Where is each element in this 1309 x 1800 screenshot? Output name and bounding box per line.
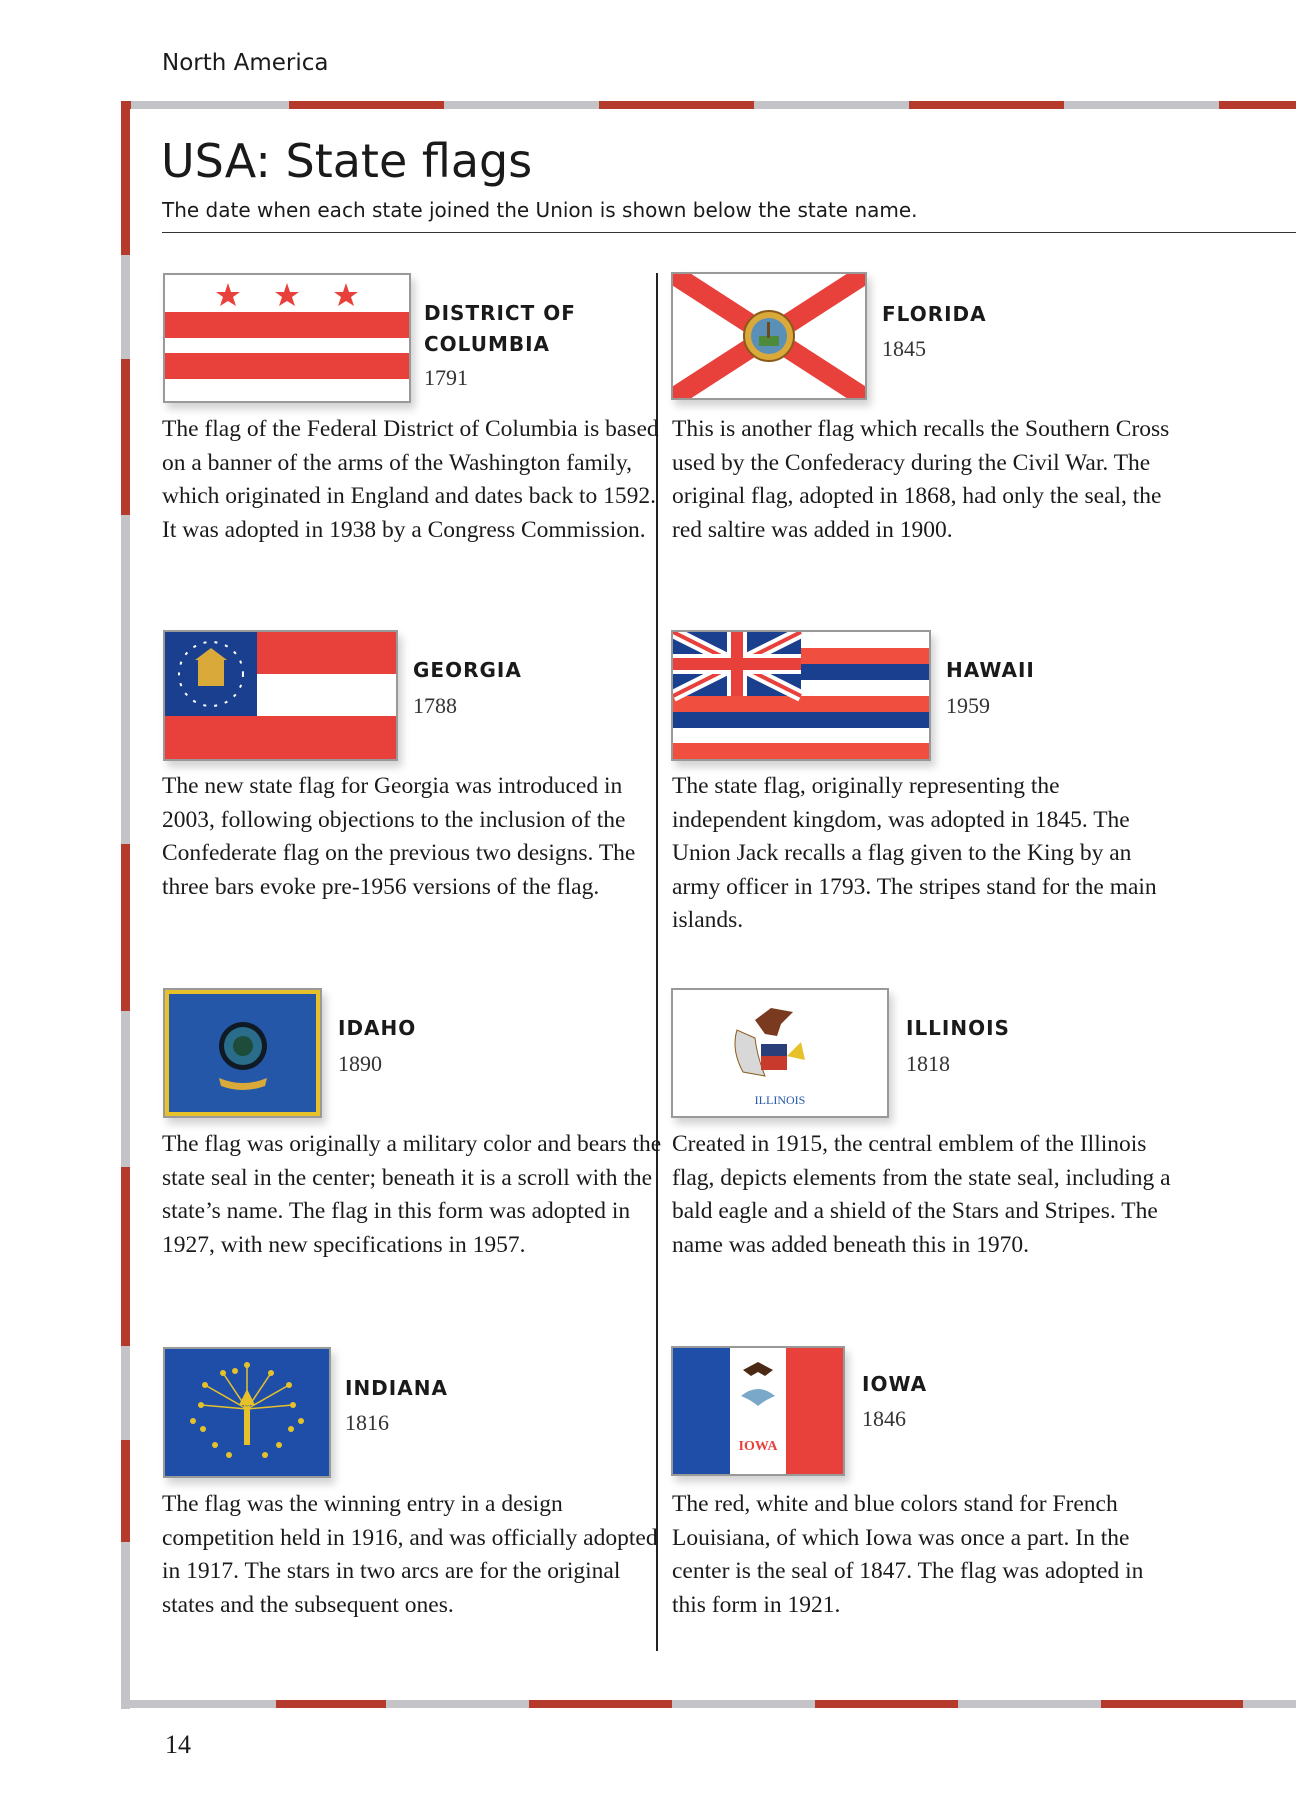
- state-year: 1959: [946, 693, 990, 718]
- state-description: This is another flag which recalls the Southern Cross used by the Confederacy during the Civil War. The original flag, adopted in 1868, had only the seal, the red saltire was added in 1900.: [672, 416, 1170, 543]
- florida-flag: [671, 272, 867, 400]
- dc-flag: [163, 273, 411, 403]
- state-year: 1791: [424, 365, 468, 390]
- title-rule: [162, 232, 1296, 233]
- state-name: HAWAII: [946, 658, 1035, 682]
- state-name: IOWA: [862, 1372, 928, 1396]
- left-border-bar: [121, 101, 130, 1709]
- bottom-border-bar: [121, 1700, 1296, 1708]
- page-number: 14: [165, 1730, 191, 1759]
- state-description: The new state flag for Georgia was introduced in 2003, following objections to the inclusion of the Confederate flag on the previous two designs. The three bars evoke pre-1956 versions of the flag.: [162, 773, 636, 900]
- state-description: The flag was the winning entry in a design competition held in 1916, and was officially adopted in 1917. The stars in two arcs are for the original states and the subsequent ones.: [162, 1491, 658, 1618]
- top-border-bar: [121, 101, 1296, 109]
- state-name: DISTRICT OF COLUMBIA: [424, 301, 576, 356]
- iowa-flag-text: IOWA: [738, 1439, 778, 1454]
- page-subtitle: The date when each state joined the Union is shown below the state name.: [162, 198, 918, 222]
- indiana-flag: [163, 1347, 331, 1478]
- idaho-flag: [163, 988, 322, 1118]
- state-name: IDAHO: [338, 1016, 417, 1040]
- state-description: The red, white and blue colors stand for French Louisiana, of which Iowa was once a part. In the center is the seal of 1847. The flag was adopted in this form in 1921.: [672, 1491, 1144, 1618]
- state-year: 1846: [862, 1406, 906, 1431]
- state-description: The flag was originally a military color and bears the state seal in the center; beneath it is a scroll with the state’s name. The flag in this form was adopted in 1927, with new specifications in 1957.: [162, 1131, 662, 1258]
- state-name: GEORGIA: [413, 658, 522, 682]
- state-name: ILLINOIS: [906, 1016, 1010, 1040]
- illinois-flag: [671, 988, 889, 1118]
- state-description: The state flag, originally representing the independent kingdom, was adopted in 1845. The Union Jack recalls a flag given to the King by an army officer in 1793. The stripes stand for the main islands.: [672, 773, 1157, 933]
- state-year: 1818: [906, 1051, 950, 1076]
- illinois-flag-text: ILLINOIS: [754, 1093, 806, 1107]
- page-title: USA: State flags: [161, 134, 533, 188]
- state-name: INDIANA: [345, 1376, 448, 1400]
- state-description: The flag of the Federal District of Columbia is based on a banner of the arms of the Washington family, which originated in England and dates back to 1592. It was adopted in 1938 by a Congress Commission.: [162, 416, 659, 543]
- section-label: North America: [162, 50, 329, 76]
- state-year: 1890: [338, 1051, 382, 1076]
- state-description: Created in 1915, the central emblem of the Illinois flag, depicts elements from the state seal, including a bald eagle and a shield of the Stars and Stripes. The name was added beneath this in 1970.: [672, 1131, 1171, 1258]
- state-year: 1788: [413, 693, 457, 718]
- georgia-flag: [163, 630, 398, 761]
- hawaii-flag: [671, 630, 931, 761]
- iowa-flag: [671, 1346, 845, 1476]
- state-year: 1845: [882, 336, 926, 361]
- state-name: FLORIDA: [882, 302, 987, 326]
- state-year: 1816: [345, 1410, 389, 1435]
